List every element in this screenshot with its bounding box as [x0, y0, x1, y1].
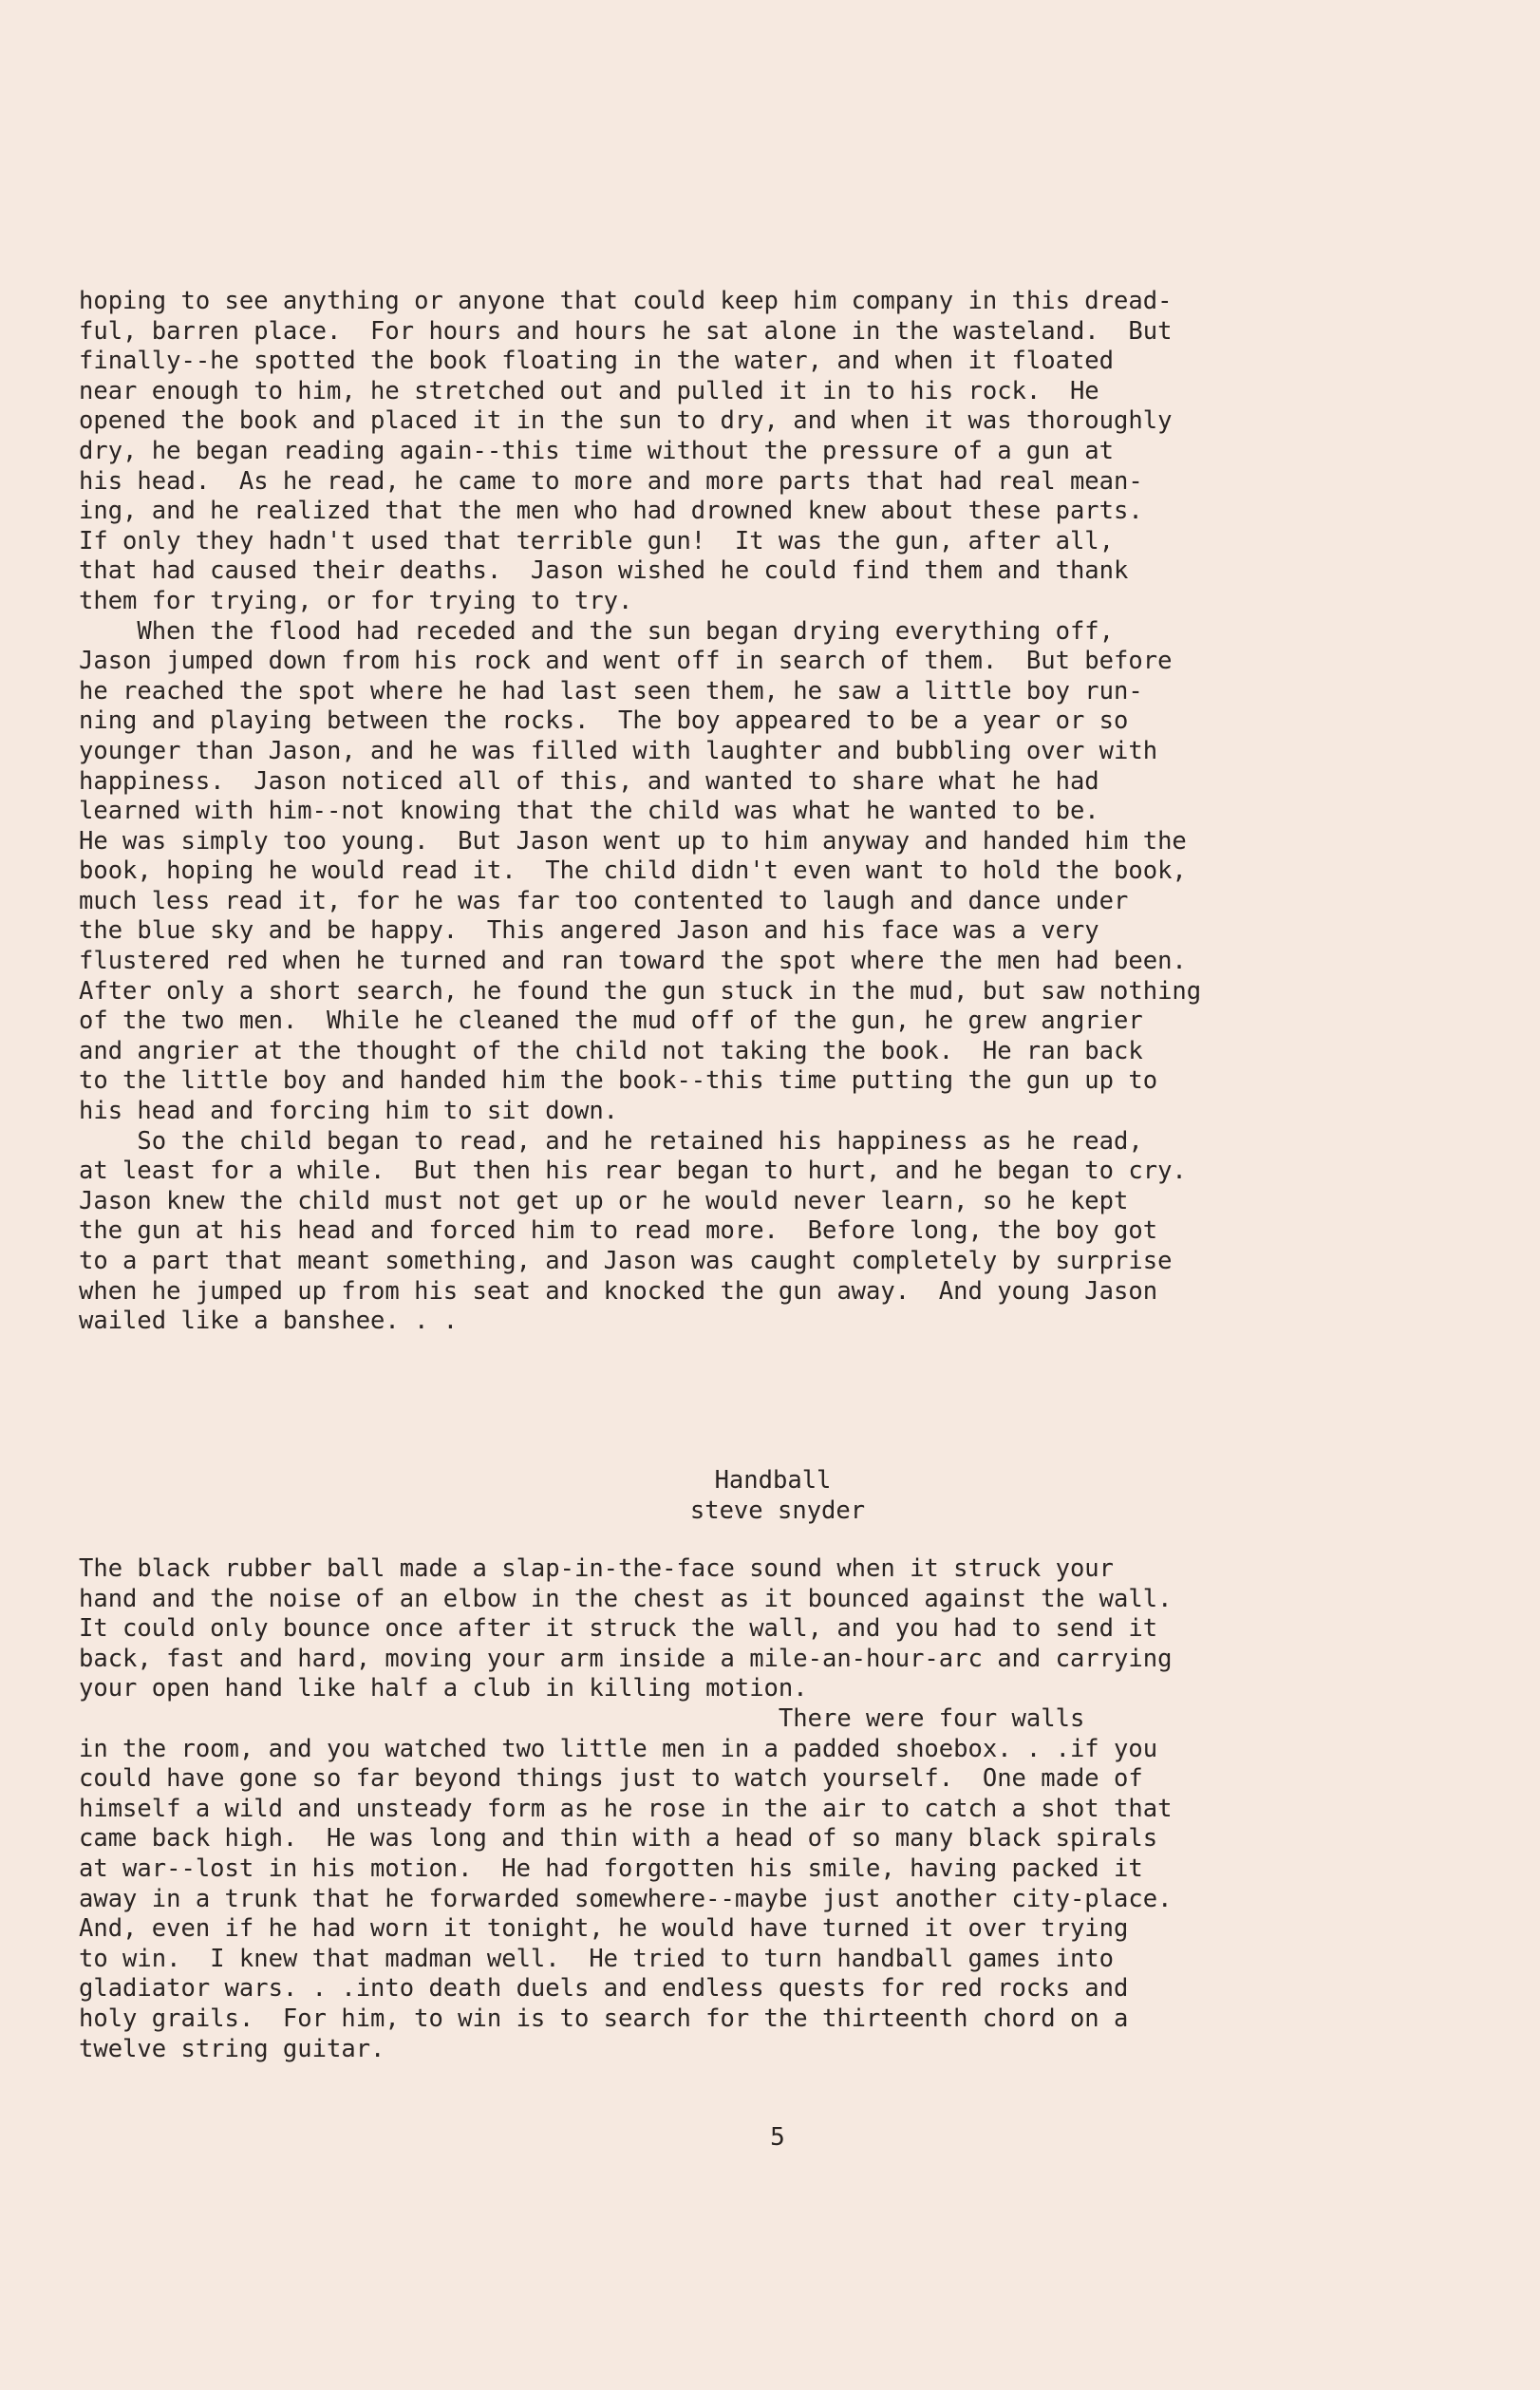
text-line: that had caused their deaths. Jason wished he could find them and thank [79, 556, 1129, 586]
text-line: happiness. Jason noticed all of this, and wanted to share what he had [79, 766, 1099, 796]
text-line: wailed like a banshee. . . [79, 1307, 459, 1336]
text-line: your open hand like half a club in killing motion. [79, 1674, 808, 1703]
text-line: back, fast and hard, moving your arm inside a mile-an-hour-arc and carrying [79, 1644, 1173, 1673]
text-line: away in a trunk that he forwarded somewhere--maybe just another city-place. [79, 1884, 1173, 1913]
text-line: He was simply too young. But Jason went up to him anyway and handed him the [79, 826, 1187, 856]
text-line: his head. As he read, he came to more and more parts that had real mean- [79, 466, 1143, 496]
story-heading [0, 1465, 1540, 1526]
text-line: ning and playing between the rocks. The boy appeared to be a year or so [79, 706, 1129, 736]
text-line: himself a wild and unsteady form as he rose in the air to catch a shot that [79, 1794, 1173, 1823]
text-line: It could only bounce once after it struck the wall, and you had to send it [79, 1614, 1158, 1644]
text-line: when he jumped up from his seat and knocked the gun away. And young Jason [79, 1276, 1158, 1306]
text-line: and angrier at the thought of the child not taking the book. He ran back [79, 1036, 1143, 1065]
text-line: gladiator wars. . .into death duels and endless quests for red rocks and [79, 1974, 1129, 2004]
story-continuation-text [79, 287, 1503, 1337]
text-line: them for trying, or for trying to try. [79, 586, 633, 615]
text-line: When the flood had receded and the sun began drying everything off, [79, 616, 1115, 646]
text-line: younger than Jason, and he was filled with laughter and bubbling over with [79, 736, 1158, 765]
text-line: There were four walls [79, 1703, 1085, 1733]
text-line: the gun at his head and forced him to read more. Before long, the boy got [79, 1216, 1158, 1246]
text-line: he reached the spot where he had last seen them, he saw a little boy run- [79, 676, 1143, 706]
text-line: hoping to see anything or anyone that could keep him company in this dread- [79, 287, 1173, 315]
text-line: After only a short search, he found the gun stuck in the mud, but saw nothing [79, 976, 1202, 1006]
text-line: much less read it, for he was far too contented to laugh and dance under [79, 886, 1129, 915]
page-number: 5 [770, 2123, 785, 2152]
text-line: finally--he spotted the book floating in the water, and when it floated [79, 347, 1115, 376]
text-line: hand and the noise of an elbow in the chest as it bounced against the wall. [79, 1584, 1173, 1613]
text-line: could have gone so far beyond things just to watch yourself. One made of [79, 1764, 1143, 1794]
text-line: at least for a while. But then his rear began to hurt, and he began to cry. [79, 1157, 1187, 1186]
text-line: learned with him--not knowing that the child was what he wanted to be. [79, 797, 1099, 826]
text-line: holy grails. For him, to win is to search for the thirteenth chord on a [79, 2004, 1129, 2033]
text-line: The black rubber ball made a slap-in-the-face sound when it struck your [79, 1554, 1115, 1583]
story-author: steve snyder [689, 1496, 866, 1525]
text-line: Jason knew the child must not get up or he would never learn, so he kept [79, 1186, 1129, 1215]
text-line: ful, barren place. For hours and hours he sat alone in the wasteland. But [79, 316, 1173, 346]
text-line: to the little boy and handed him the book--this time putting the gun up to [79, 1066, 1158, 1096]
text-line: dry, he began reading again--this time without the pressure of a gun at [79, 436, 1115, 465]
text-line: the blue sky and be happy. This angered Jason and his face was a very [79, 916, 1099, 946]
text-line: So the child began to read, and he retained his happiness as he read, [79, 1126, 1143, 1156]
handball-story-text [79, 1554, 1503, 2064]
story-title: Handball [714, 1466, 832, 1495]
text-line: to a part that meant something, and Jason was caught completely by surprise [79, 1247, 1173, 1275]
text-line: book, hoping he would read it. The child didn't even want to hold the book, [79, 856, 1187, 886]
text-line: came back high. He was long and thin with a head of so many black spirals [79, 1824, 1158, 1854]
text-line: ing, and he realized that the men who had drowned knew about these parts. [79, 497, 1143, 526]
text-line: near enough to him, he stretched out and pulled it in to his rock. He [79, 376, 1099, 405]
text-line: If only they hadn't used that terrible gun! It was the gun, after all, [79, 526, 1115, 555]
text-line: twelve string guitar. [79, 2034, 385, 2063]
text-line: in the room, and you watched two little men in a padded shoebox. . .if you [79, 1734, 1158, 1763]
text-line: to win. I knew that madman well. He tried to turn handball games into [79, 1944, 1115, 1973]
text-line: Jason jumped down from his rock and went off in search of them. But before [79, 647, 1173, 676]
text-line: his head and forcing him to sit down. [79, 1097, 619, 1126]
text-line: opened the book and placed it in the sun to dry, and when it was thoroughly [79, 406, 1173, 436]
text-line: flustered red when he turned and ran toward the spot where the men had been. [79, 947, 1187, 976]
text-line: And, even if he had worn it tonight, he would have turned it over trying [79, 1914, 1129, 1944]
text-line: at war--lost in his motion. He had forgotten his smile, having packed it [79, 1854, 1143, 1883]
text-line: of the two men. While he cleaned the mud off of the gun, he grew angrier [79, 1007, 1143, 1036]
